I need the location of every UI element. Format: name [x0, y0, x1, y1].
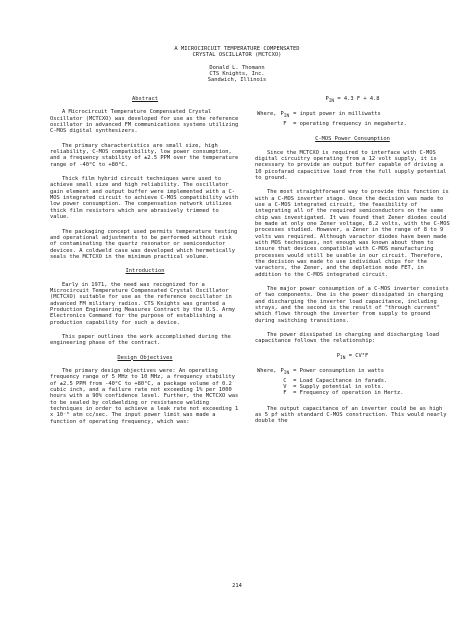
power-dissipation-equation: $P_{IN} = CV^2F$ [336, 352, 369, 361]
cmos-power-heading: C-MOS Power Consumption [315, 136, 390, 143]
definition-symbol: $P_{IN}$ [280, 368, 290, 377]
power-limit-equation: $P_{IN} = 4.3$ F + 4.8 [325, 96, 380, 105]
cmos-paragraph-3: The major power consumption of a C-MOS inverter consists of two components. One is the power dissipated in charging and discharging the inverter load capacitance, including strays, and the second is the result of "through current" which flows through the inverter from supply to ground during switching transitions. [255, 286, 449, 324]
design-objectives-paragraph-1: The primary design objectives were: An operating frequency range of 5 MHz to 10 MHz, a frequency stability of ±2.5 PPM from -40°C to +80°C, a package volume of 0.2 cubic inch, and a failure rate not exceeding 1% per 1000 hours with a 90% confidence level. Further, the MCTCXO was to be sealed by coldwelding or resistance welding techniques in order to achieve a leak rate not exceeding 1 x 10⁻⁸ atm cc/sec. The input power limit was made a function of operating frequency, which was: [50, 368, 239, 425]
paper-header [0, 46, 474, 84]
definition-symbol: $P_{IN}$ [280, 111, 290, 120]
power-limit-definitions [255, 111, 409, 127]
paper-title-line-1: A MICROCIRCUIT TEMPERATURE COMPENSATED [174, 46, 300, 52]
right-column [255, 96, 450, 433]
cmos-paragraph-2: The most straightforward way to provide this function is with a C-MOS inverter stage. Once the decision was made to use a C-MOS integrated circuit, the feasibility of integrating all of the required semiconductors on the same chip was investigated. It was found that Zener diodes could be made at only one Zener voltage, 8.2 volts, with the C-MOS processes studied. However, a Zener in the range of 8 to 9 volts was required. Although varactor diodes have been made with MOS techniques, not enough was known about them to insure that devices compatible with C-MOS manufacturing processes would still be usable in our circuit. Therefore, the decision was made to use individual chips for the varactors, the Zener, and the depletion mode FET, in addition to the C-MOS integrated circuit. [255, 189, 450, 278]
definition-text: = Frequency of operation in Hertz. [293, 390, 404, 397]
cmos-paragraph-1: Since the MCTCXO is required to interface with C-MOS digital circuitry operating from a 12 volt supply, it is necessary to provide an output buffer capable of driving a 10 picofarad capacitive load from the full supply potential to ground. [255, 149, 447, 181]
introduction-paragraph-1: Early in 1971, the need was recognized for a Microcircuit Temperature Compensated Crystal Oscillator (MCTCXO) suitable for use as the reference oscillator in advanced FM military radios. CTS Knights was granted a Production Engineering Measures Contract by the U.S. Army Electronics Command for the purpose of establishing a production capability for such a device. [50, 281, 235, 326]
abstract-heading: Abstract [132, 96, 158, 102]
definition-symbol: C [283, 377, 287, 384]
author-organization: CTS Knights, Inc. [209, 71, 265, 78]
introduction-paragraph-2: This paper outlines the work accomplished during the engineering phase of the contract. [50, 333, 231, 347]
author-name: Donald L. Thomann [209, 64, 265, 71]
cmos-paragraph-5: The output capacitance of an inverter could be as high as 5 pf with standard C-MOS construction. This would nearly double the [255, 405, 447, 425]
introduction-heading: Introduction [125, 268, 165, 275]
page-number: 214 [232, 583, 242, 589]
cmos-paragraph-4: The power dissipated in charging and discharging load capacitance follows the relationship: [255, 332, 440, 345]
power-dissipation-definitions [255, 368, 406, 396]
paper-title-line-2: CRYSTAL OSCILLATOR (MCTCXO) [192, 52, 282, 59]
abstract-paragraph-2: The primary characteristics are small size, high reliability, C-MOS compatibility, low power consumption, and a frequency stability of ±2.5 PPM over the temperature range of -40°C to +80°C. [50, 142, 239, 168]
where-label: Where, [257, 368, 277, 375]
definition-symbol: F [283, 120, 287, 127]
definition-text: = Power consumption in watts [293, 368, 385, 375]
definition-symbol: V [283, 384, 287, 390]
abstract-paragraph-4: The packaging concept used permits temperature testing and operational adjustments to be performed without risk of contaminating the quartz resonator or semiconductor devices. A coldweld case was developed which hermetically seals the MCTCXO in the minimum practical volume. [50, 228, 238, 260]
abstract-paragraph-3: Thick film hybrid circuit techniques were used to achieve small size and high reliability. The oscillator gain element and output buffer were implemented with a C-MOS integrated circuit to achieve C-MOS compatibility with low power consumption. The compensation network utilizes thick film resistors which are abrasively trimmed to value. [50, 176, 239, 221]
design-objectives-heading: Design Objectives [117, 354, 173, 361]
abstract-paragraph-1: A Microcircuit Temperature Compensated Crystal Oscillator (MCTCXO) was developed for use as the reference oscillator in advanced FM communications systems utilizing C-MOS digital synthesizers. [50, 109, 239, 135]
definition-text: = Supply potential in volts. [293, 384, 385, 390]
definition-text: = input power in milliwatts [293, 111, 381, 118]
author-location: Sandwich, Illinois [207, 77, 267, 84]
definition-symbol: F [283, 390, 287, 397]
left-column [50, 96, 240, 433]
definition-text: = Load Capacitance in farads. [293, 377, 388, 384]
where-label: Where, [257, 111, 277, 118]
definition-text: = operating frequency in megahertz. [293, 120, 407, 127]
